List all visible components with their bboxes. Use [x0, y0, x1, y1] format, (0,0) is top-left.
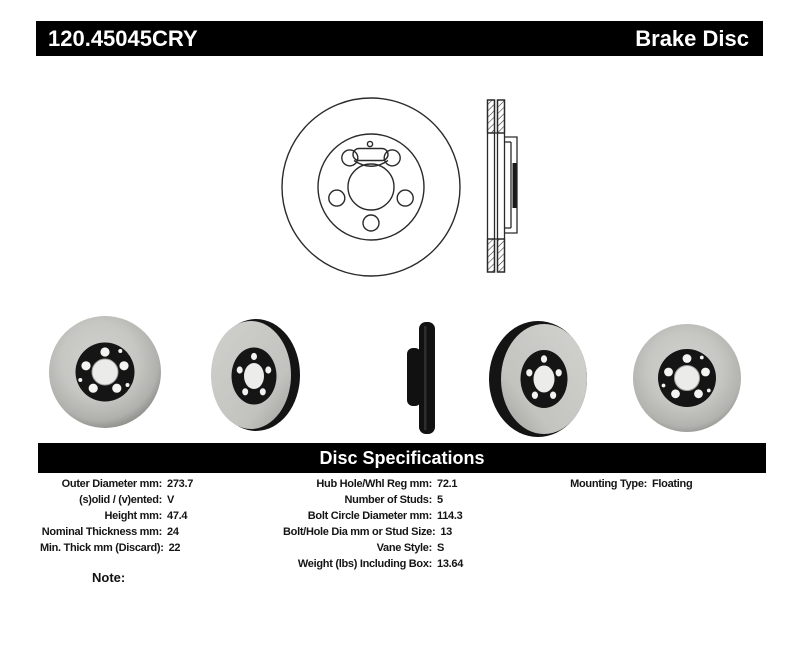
part-number: 120.45045CRY — [48, 25, 198, 51]
product-type-label: Brake Disc — [635, 25, 749, 51]
spec-value: V — [167, 494, 175, 506]
disc-front-view-drawing — [282, 98, 460, 276]
spec-value: 24 — [167, 526, 179, 538]
disc-photo-front-right — [631, 322, 743, 434]
spec-value: 13 — [440, 526, 452, 538]
spec-row — [40, 524, 193, 540]
spec-label: Bolt Circle Diameter mm: — [307, 510, 432, 522]
spec-column-mounting — [540, 476, 692, 492]
spec-label: Outer Diameter mm: — [61, 478, 162, 490]
spec-label: Mounting Type: — [570, 478, 647, 490]
spec-label: Number of Studs: — [344, 494, 432, 506]
spec-row — [40, 508, 193, 524]
disc-photo-edge-view — [405, 318, 441, 438]
spec-value: 47.4 — [167, 510, 188, 522]
spec-row — [283, 556, 463, 572]
spec-value: Floating — [652, 478, 693, 490]
spec-row — [540, 476, 692, 492]
spec-value: 273.7 — [167, 478, 194, 490]
spec-column-hub — [283, 476, 463, 572]
spec-row — [40, 492, 193, 508]
spec-row — [40, 540, 193, 556]
spec-column-dimensions — [40, 476, 193, 556]
technical-drawing — [260, 90, 560, 290]
spec-value: 13.64 — [437, 558, 464, 570]
spec-label: Weight (lbs) Including Box: — [297, 558, 432, 570]
spec-value: 5 — [437, 494, 443, 506]
spec-row — [283, 492, 463, 508]
spec-value: 22 — [168, 542, 181, 554]
spec-value: S — [437, 542, 445, 554]
spec-row — [283, 524, 463, 540]
spec-label: Vane Style: — [376, 542, 432, 554]
disc-cross-section-drawing — [488, 100, 518, 272]
spec-row — [283, 540, 463, 556]
spec-label: Bolt/Hole Dia mm or Stud Size: — [283, 526, 436, 538]
spec-label: Min. Thick mm (Discard): — [40, 542, 164, 554]
spec-label: Nominal Thickness mm: — [41, 526, 162, 538]
title-bar — [36, 21, 763, 56]
spec-label: Hub Hole/Whl Reg mm: — [316, 478, 432, 490]
spec-row — [283, 508, 463, 524]
spec-section-title: Disc Specifications — [38, 443, 766, 473]
disc-photo-angled-right — [487, 317, 589, 437]
spec-row — [283, 476, 463, 492]
disc-photo-angled-left — [211, 318, 301, 433]
disc-photo-front-left — [47, 313, 163, 431]
note-label: Note: — [92, 570, 126, 585]
spec-label: Height mm: — [104, 510, 162, 522]
spec-value: 114.3 — [437, 510, 463, 522]
spec-row — [40, 476, 193, 492]
spec-value: 72.1 — [437, 478, 458, 490]
spec-label: (s)olid / (v)ented: — [79, 494, 162, 506]
